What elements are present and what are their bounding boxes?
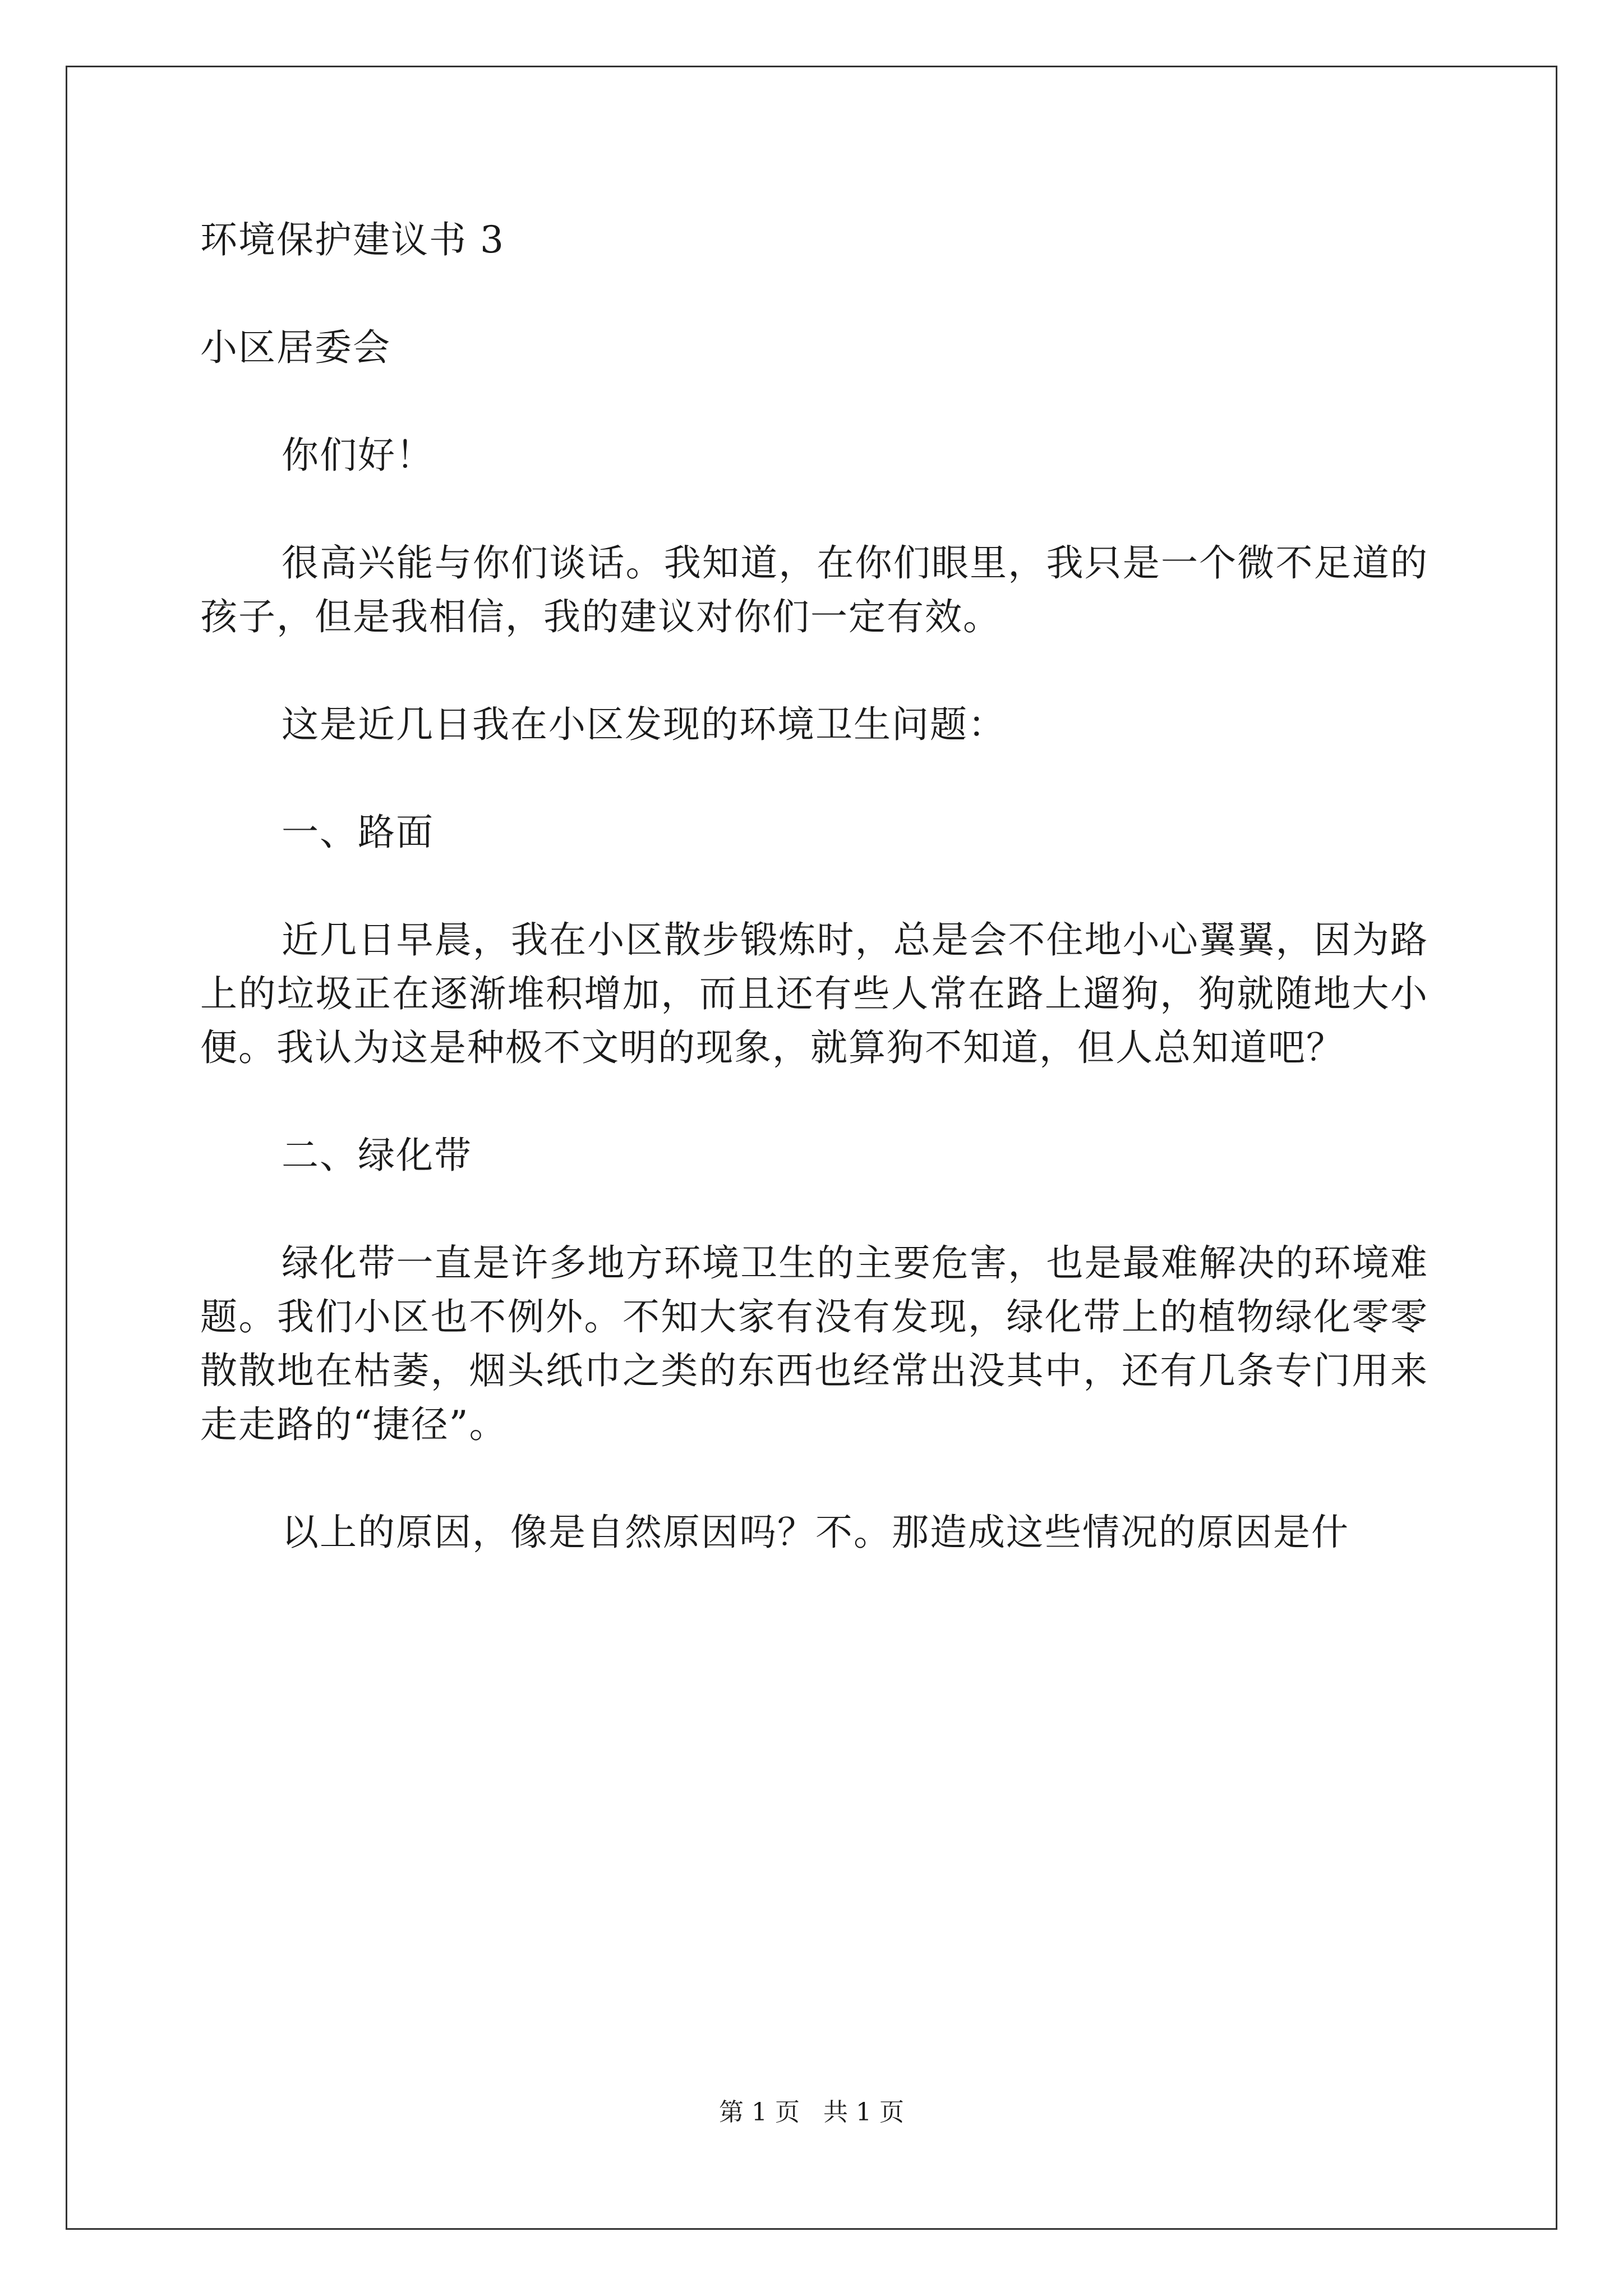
document-body <box>200 213 1428 1613</box>
greeting: 你们好！ <box>282 434 434 477</box>
paragraph-greenbelt: 绿化带一直是许多地方环境卫生的主要危害，也是最难解决的环境难题。我们小区也不例外。不知大家有没有发现，绿化带上的植物绿化零零散散地在枯萎，烟头纸巾之类的东西也经常出没其中，还有几条专门用来走走路的“捷径”。 <box>200 1241 1428 1446</box>
paragraph-intro: 很高兴能与你们谈话。我知道，在你们眼里，我只是一个微不足道的孩子，但是我相信，我的建议对你们一定有效。 <box>200 541 1428 638</box>
page-number-footer: 第 1 页 共 1 页 <box>719 2098 904 2127</box>
paragraph-road: 近几日早晨，我在小区散步锻炼时，总是会不住地小心翼翼，因为路上的垃圾正在逐渐堆积增加，而且还有些人常在路上遛狗，狗就随地大小便。我认为这是种极不文明的现象，就算狗不知道，但人总知道吧？ <box>200 918 1428 1069</box>
addressee: 小区居委会 <box>200 326 391 369</box>
paragraph-problems-lead: 这是近几日我在小区发现的环境卫生问题： <box>282 703 1006 746</box>
section-heading-road: 一、路面 <box>282 811 434 854</box>
document-title: 环境保护建议书 3 <box>200 218 505 261</box>
section-heading-greenbelt: 二、绿化带 <box>282 1134 472 1177</box>
paragraph-causes: 以上的原因，像是自然原因吗？不。那造成这些情况的原因是什 <box>282 1511 1349 1554</box>
